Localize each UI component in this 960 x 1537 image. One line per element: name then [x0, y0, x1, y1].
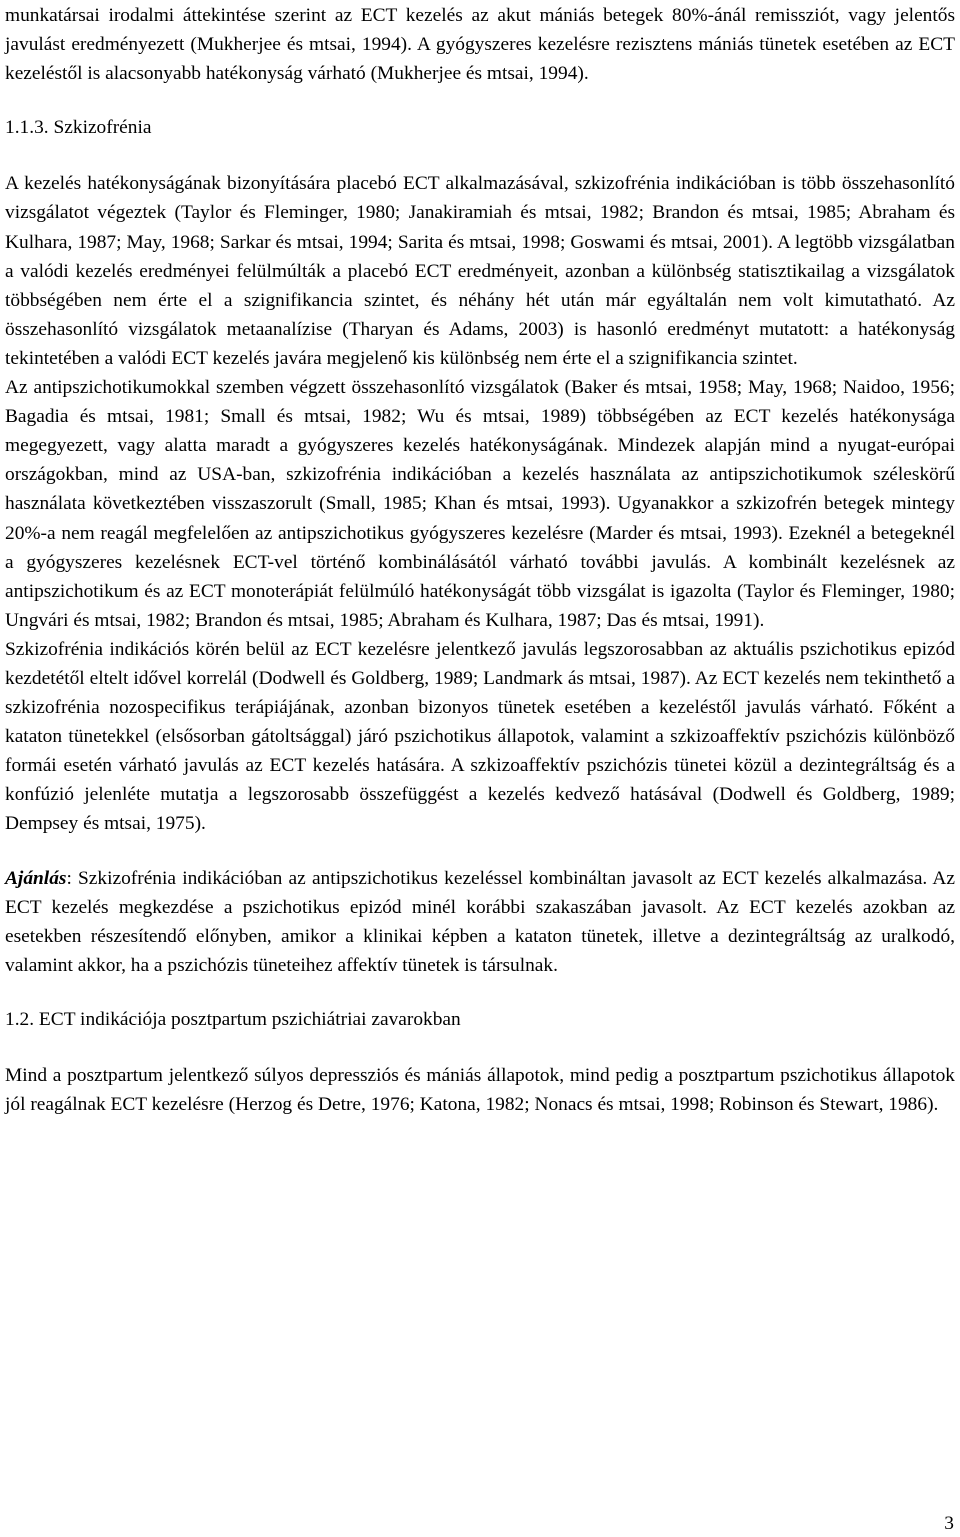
- intro-paragraph: munkatársai irodalmi áttekintése szerint az ECT kezelés az akut mániás betegek 80%-ánál remissziót, vagy jelentős javulást eredményezett (Mukherjee és mtsai, 1994). A gyógyszeres kezelésre rezisztens mániás tünetek esetében az ECT kezeléstől is alacsonyabb hatékonyság várható (Mukherjee és mtsai, 1994).: [5, 5, 955, 85]
- section-heading-1-1-3: 1.1.3. Szkizofrénia: [5, 117, 152, 139]
- recommendation-paragraph: [5, 864, 955, 980]
- page-number: 3: [944, 1513, 954, 1534]
- recommendation-label: Ajánlás: [5, 867, 67, 889]
- document-page: [5, 0, 955, 1119]
- paragraph-placebo-ect: A kezelés hatékonyságának bizonyítására placebó ECT alkalmazásával, szkizofrénia indikációban is több összehasonlító vizsgálatot végeztek (Taylor és Fleminger, 1980; Janakiramiah és mtsai, 1982; Brandon és mtsai, 1985; Abraham és Kulhara, 1987; May, 1968; Sarkar és mtsai, 1994; Sarita és mtsai, 1998; Goswami és mtsai, 2001). A legtöbb vizsgálatban a valódi kezelés eredményei felülmúlták a placebó ECT eredményeit, azonban a különbség statisztikailag a vizsgálatok többségében nem érte el a szignifikancia szintet, és néhány hét után már egyáltalán nem volt kimutatható. Az összehasonlító vizsgálatok metaanalízise (Tharyan és Adams, 2003) is hasonló eredményt mutatott: a hatékonyság tekintetében a valódi ECT kezelés javára megjelenő kis különbség nem érte el a szignifikancia szintet.: [5, 173, 955, 369]
- paragraph-indication-scope: Szkizofrénia indikációs körén belül az ECT kezelésre jelentkező javulás legszorosabban az aktuális pszichotikus epizód kezdetétől eltelt idővel korrelál (Dodwell és Goldberg, 1989; Landmark ás mtsai, 1987). Az ECT kezelés nem tekinthető a szkizofrénia nozospecifikus terápiájának, azonban bizonyos tünetek esetében a kezeléstől javulás várható. Főként a kataton tünetekkel (elsősorban gátoltsággal) járó pszichotikus állapotok, valamint a szkizoaffektív pszichózis különböző formái esetén várható javulás az ECT kezelés hatására. A szkizoaffektív pszichózis tünetei közül a dezintegráltság és a konfúzió jelenléte mutatja a legszorosabb összefüggést a kezelés kedvező hatásával (Dodwell és Goldberg, 1989; Dempsey és mtsai, 1975).: [5, 638, 955, 835]
- recommendation-text: : Szkizofrénia indikációban az antipszichotikus kezeléssel kombináltan javasolt az ECT kezelés alkalmazása. Az ECT kezelés megkezdése a pszichotikus epizód minél korábbi szakaszában javasolt. Az ECT kezelés azokban az esetekben részesítendő előnyben, amikor a klinikai képben a kataton tünetek, illetve a dezintegráltság az uralkodó, valamint akkor, ha a pszichózis tüneteihez affektív tünetek is társulnak.: [5, 867, 955, 976]
- paragraph-antipsychotics-comparison: Az antipszichotikumokkal szemben végzett összehasonlító vizsgálatok (Baker és mtsai, 1958; May, 1968; Naidoo, 1956; Bagadia és mtsai, 1981; Small és mtsai, 1982; Wu és mtsai, 1989) többségében az ECT kezelés hatékonysága megegyezett, vagy alatta maradt a gyógyszeres kezelés hatékonyságának. Mindezek alapján mind a nyugat-európai országokban, mind az USA-ban, szkizofrénia indikációban a kezelés használata az antipszichotikumok széleskörű használata következtében visszaszorult (Small, 1985; Khan és mtsai, 1993). Ugyanakkor a szkizofrén betegek mintegy 20%-a nem reagál megfelelően az antipszichotikus gyógyszeres kezelésre (Marder és mtsai, 1993). Ezeknél a betegeknél a gyógyszeres kezelésnek ECT-vel történő kombinálásától várható további javulás. A kombinált kezelésnek az antipszichotikum és az ECT monoterápiát felülmúló hatékonyságát több vizsgálat is igazolta (Taylor és Fleminger, 1980; Ungvári és mtsai, 1982; Brandon és mtsai, 1985; Abraham és Kulhara, 1987; Das és mtsai, 1991).: [5, 377, 955, 631]
- paragraph-postpartum: Mind a posztpartum jelentkező súlyos depressziós és mániás állapotok, mind pedig a posztpartum pszichotikus állapotok jól reagálnak ECT kezelésre (Herzog és Detre, 1976; Katona, 1982; Nonacs és mtsai, 1998; Robinson és Stewart, 1986).: [5, 1065, 955, 1116]
- section-heading-1-2: 1.2. ECT indikációja posztpartum pszichiátriai zavarokban: [5, 1008, 461, 1030]
